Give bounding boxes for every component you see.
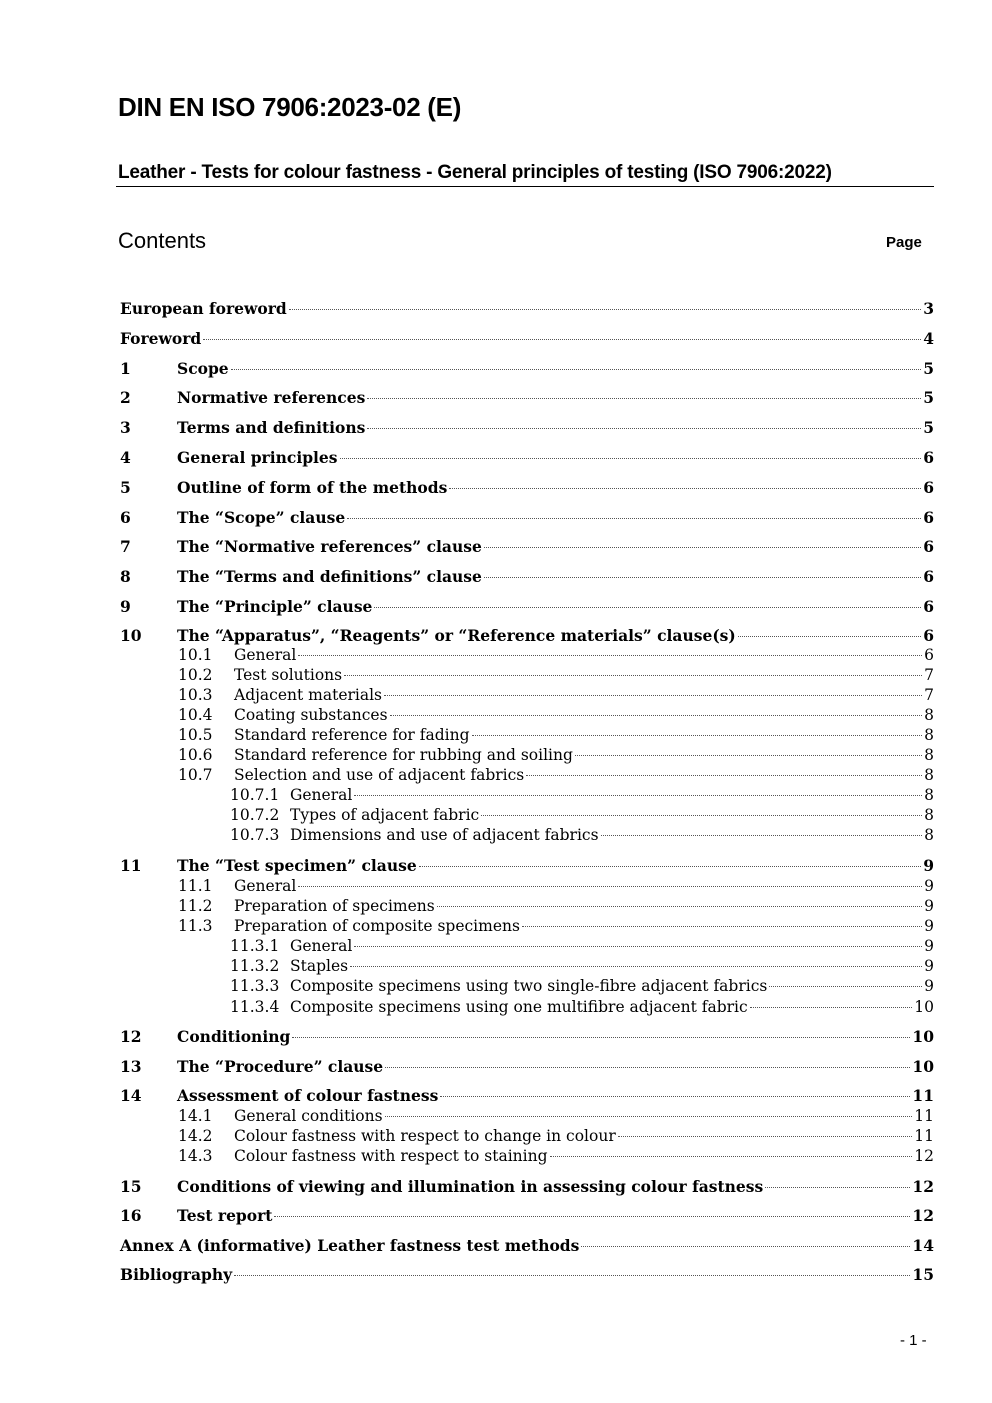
toc-entry-title: General <box>290 937 353 955</box>
toc-entry-page: 9 <box>924 957 934 975</box>
toc-entry-page: 10 <box>914 998 934 1016</box>
toc-entry-number: 11.3.3 <box>230 977 280 995</box>
toc-entry[interactable] <box>120 508 934 530</box>
toc-entry[interactable] <box>120 1086 934 1108</box>
toc-entry-title: Conditions of viewing and illumination in assessing colour fastness <box>177 1177 764 1196</box>
toc-entry-number: 10.3 <box>178 686 213 704</box>
toc-entry-page: 14 <box>912 1236 934 1255</box>
toc-entry-number: 13 <box>120 1057 142 1076</box>
toc-entry-page: 7 <box>924 686 934 704</box>
toc-leader-dots <box>550 1156 913 1157</box>
toc-entry[interactable] <box>120 1147 934 1167</box>
toc-entry[interactable] <box>120 646 934 666</box>
toc-entry-number: 10.6 <box>178 746 213 764</box>
toc-entry-title: The “Apparatus”, “Reagents” or “Reference materials” clause(s) <box>177 626 736 645</box>
toc-entry-page: 12 <box>912 1177 934 1196</box>
toc-leader-dots <box>601 835 923 836</box>
toc-entry-number: 2 <box>120 388 131 407</box>
toc-entry-title: Selection and use of adjacent fabrics <box>234 766 525 784</box>
toc-entry-title: General <box>234 877 297 895</box>
toc-entry-number: 10.4 <box>178 706 213 724</box>
toc-entry-number: 12 <box>120 1027 142 1046</box>
toc-leader-dots <box>440 1096 910 1097</box>
toc-entry-title: Terms and definitions <box>177 418 366 437</box>
toc-entry-number: 3 <box>120 418 131 437</box>
toc-leader-dots <box>367 398 921 399</box>
toc-entry-title: Standard reference for rubbing and soiling <box>234 746 573 764</box>
toc-entry-number: 10.1 <box>178 646 213 664</box>
toc-entry-title: Normative references <box>177 388 366 407</box>
toc-leader-dots <box>374 607 921 608</box>
toc-entry-number: 11.3.4 <box>230 998 280 1016</box>
toc-entry-number: 14.2 <box>178 1127 213 1145</box>
toc-entry-page: 8 <box>924 826 934 844</box>
toc-entry-title: Colour fastness with respect to staining <box>234 1147 548 1165</box>
toc-leader-dots <box>292 1037 910 1038</box>
toc-entry-title: The “Procedure” clause <box>177 1057 384 1076</box>
toc-entry-number: 5 <box>120 478 131 497</box>
toc-entry-page: 8 <box>924 726 934 744</box>
toc-entry-title: Coating substances <box>234 706 388 724</box>
toc-entry-page: 9 <box>924 917 934 935</box>
toc-leader-dots <box>367 428 921 429</box>
toc-entry[interactable] <box>120 666 934 686</box>
toc-leader-dots <box>203 339 921 340</box>
toc-entry[interactable] <box>120 957 934 977</box>
toc-leader-dots <box>522 926 922 927</box>
toc-entry-title: The “Test specimen” clause <box>177 856 417 875</box>
toc-entry-page: 3 <box>923 299 934 318</box>
toc-entry[interactable] <box>120 418 934 440</box>
toc-entry-title: Adjacent materials <box>234 686 383 704</box>
toc-leader-dots <box>298 886 922 887</box>
toc-leader-dots <box>484 547 921 548</box>
toc-entry-page: 12 <box>914 1147 934 1165</box>
toc-entry-number: 14.3 <box>178 1147 213 1165</box>
toc-entry[interactable] <box>120 826 934 846</box>
toc-leader-dots <box>344 675 922 676</box>
toc-entry[interactable] <box>120 1107 934 1127</box>
toc-entry-page: 4 <box>923 329 934 348</box>
toc-entry-title: Preparation of composite specimens <box>234 917 520 935</box>
toc-entry-page: 8 <box>924 746 934 764</box>
toc-entry-number: 11.2 <box>178 897 213 915</box>
toc-entry-title: European foreword <box>120 299 287 318</box>
toc-entry[interactable] <box>120 1206 934 1228</box>
toc-entry[interactable] <box>120 329 934 351</box>
toc-entry-title: Colour fastness with respect to change in colour <box>234 1127 616 1145</box>
toc-entry[interactable] <box>120 478 934 500</box>
toc-entry[interactable] <box>120 856 934 878</box>
toc-entry-title: Composite specimens using two single-fibre adjacent fabrics <box>290 977 768 995</box>
toc-entry-number: 10.7.3 <box>230 826 280 844</box>
toc-entry-title: The “Normative references” clause <box>177 537 482 556</box>
toc-leader-dots <box>385 1116 913 1117</box>
toc-entry-title: Composite specimens using one multifibre adjacent fabric <box>290 998 748 1016</box>
toc-entry[interactable] <box>120 597 934 619</box>
toc-entry-number: 1 <box>120 359 131 378</box>
toc-entry-page: 6 <box>923 537 934 556</box>
toc-leader-dots <box>350 966 922 967</box>
toc-leader-dots <box>765 1187 910 1188</box>
toc-entry[interactable] <box>120 786 934 806</box>
toc-leader-dots <box>354 795 922 796</box>
page-number-footer: - 1 - <box>900 1332 927 1349</box>
document-subtitle: Leather - Tests for colour fastness - General principles of testing (ISO 7906:2022) <box>118 162 832 183</box>
toc-leader-dots <box>347 518 921 519</box>
toc-leader-dots <box>526 775 922 776</box>
toc-entry-number: 8 <box>120 567 131 586</box>
toc-entry[interactable] <box>120 537 934 559</box>
toc-entry[interactable] <box>120 626 934 648</box>
toc-leader-dots <box>484 577 921 578</box>
toc-leader-dots <box>769 986 922 987</box>
toc-entry-page: 9 <box>924 937 934 955</box>
toc-leader-dots <box>449 488 921 489</box>
toc-entry-number: 11 <box>120 856 142 875</box>
toc-entry-number: 10 <box>120 626 142 645</box>
toc-entry-number: 11.3.1 <box>230 937 280 955</box>
toc-entry-number: 11.3.2 <box>230 957 280 975</box>
toc-entry-number: 4 <box>120 448 131 467</box>
toc-entry-number: 10.7 <box>178 766 213 784</box>
toc-leader-dots <box>354 946 922 947</box>
toc-entry[interactable] <box>120 806 934 826</box>
toc-entry[interactable] <box>120 877 934 897</box>
toc-entry-title: The “Terms and definitions” clause <box>177 567 482 586</box>
toc-entry-title: The “Principle” clause <box>177 597 373 616</box>
toc-entry-page: 8 <box>924 806 934 824</box>
toc-entry-page: 9 <box>924 977 934 995</box>
toc-entry-number: 6 <box>120 508 131 527</box>
toc-entry[interactable] <box>120 766 934 786</box>
toc-entry-title: Scope <box>177 359 229 378</box>
toc-entry-title: Staples <box>290 957 349 975</box>
toc-entry-title: General conditions <box>234 1107 383 1125</box>
toc-entry-title: General principles <box>177 448 338 467</box>
toc-entry-title: Foreword <box>120 329 202 348</box>
toc-entry-page: 6 <box>923 448 934 467</box>
toc-entry[interactable] <box>120 448 934 470</box>
toc-entry-number: 10.5 <box>178 726 213 744</box>
toc-entry-page: 6 <box>923 567 934 586</box>
toc-entry-number: 15 <box>120 1177 142 1196</box>
toc-entry-page: 6 <box>924 646 934 664</box>
toc-entry[interactable] <box>120 1027 934 1049</box>
toc-entry-title: Test report <box>177 1206 273 1225</box>
toc-entry[interactable] <box>120 1265 934 1287</box>
toc-entry-number: 10.7.2 <box>230 806 280 824</box>
toc-entry[interactable] <box>120 299 934 321</box>
toc-entry-number: 11.3 <box>178 917 213 935</box>
document-title: DIN EN ISO 7906:2023-02 (E) <box>118 92 462 122</box>
toc-entry-page: 5 <box>923 388 934 407</box>
toc-entry[interactable] <box>120 388 934 410</box>
toc-entry-title: Annex A (informative) Leather fastness test methods <box>120 1236 580 1255</box>
toc-entry-page: 11 <box>914 1107 934 1125</box>
toc-leader-dots <box>738 636 921 637</box>
toc-entry[interactable] <box>120 686 934 706</box>
toc-entry[interactable] <box>120 998 934 1018</box>
toc-entry-page: 6 <box>923 597 934 616</box>
toc-leader-dots <box>384 695 922 696</box>
toc-entry-number: 10.2 <box>178 666 213 684</box>
toc-entry[interactable] <box>120 937 934 957</box>
toc-entry-title: Preparation of specimens <box>234 897 435 915</box>
toc-entry-number: 14 <box>120 1086 142 1105</box>
toc-entry[interactable] <box>120 1127 934 1147</box>
toc-entry[interactable] <box>120 917 934 937</box>
toc-leader-dots <box>750 1007 913 1008</box>
subtitle-underline <box>116 186 934 187</box>
toc-entry-title: General <box>234 646 297 664</box>
toc-entry[interactable] <box>120 1177 934 1199</box>
toc-leader-dots <box>289 309 921 310</box>
toc-entry[interactable] <box>120 1236 934 1258</box>
toc-entry-title: Bibliography <box>120 1265 233 1284</box>
toc-leader-dots <box>618 1136 913 1137</box>
toc-leader-dots <box>340 458 922 459</box>
toc-entry-page: 8 <box>924 706 934 724</box>
toc-entry-page: 7 <box>924 666 934 684</box>
toc-leader-dots <box>274 1216 910 1217</box>
toc-entry-title: Types of adjacent fabric <box>290 806 480 824</box>
toc-entry-title: Assessment of colour fastness <box>177 1086 439 1105</box>
toc-entry[interactable] <box>120 746 934 766</box>
toc-leader-dots <box>390 715 923 716</box>
toc-entry[interactable] <box>120 567 934 589</box>
toc-entry-number: 10.7.1 <box>230 786 280 804</box>
toc-entry[interactable] <box>120 1057 934 1079</box>
toc-leader-dots <box>298 655 922 656</box>
toc-entry-title: Outline of form of the methods <box>177 478 448 497</box>
toc-entry-page: 15 <box>912 1265 934 1284</box>
toc-entry[interactable] <box>120 706 934 726</box>
toc-entry-page: 5 <box>923 359 934 378</box>
toc-entry-number: 7 <box>120 537 131 556</box>
toc-entry-title: The “Scope” clause <box>177 508 346 527</box>
toc-entry-page: 9 <box>924 877 934 895</box>
toc-entry-page: 6 <box>923 508 934 527</box>
toc-entry-page: 10 <box>912 1027 934 1046</box>
toc-entry-page: 10 <box>912 1057 934 1076</box>
toc-entry-title: Standard reference for fading <box>234 726 470 744</box>
toc-entry-number: 11.1 <box>178 877 213 895</box>
toc-leader-dots <box>231 369 922 370</box>
toc-entry[interactable] <box>120 977 934 997</box>
toc-leader-dots <box>419 866 922 867</box>
toc-leader-dots <box>234 1275 910 1276</box>
toc-entry-page: 12 <box>912 1206 934 1225</box>
toc-entry-page: 5 <box>923 418 934 437</box>
toc-entry-number: 9 <box>120 597 131 616</box>
page-column-heading: Page <box>886 234 922 251</box>
toc-leader-dots <box>385 1067 910 1068</box>
toc-entry-page: 11 <box>912 1086 934 1105</box>
contents-heading: Contents <box>118 228 207 253</box>
toc-entry-page: 6 <box>923 626 934 645</box>
toc-entry-title: Conditioning <box>177 1027 291 1046</box>
toc-entry-page: 9 <box>923 856 934 875</box>
toc-entry-page: 9 <box>924 897 934 915</box>
toc-entry-number: 14.1 <box>178 1107 213 1125</box>
toc-entry-page: 8 <box>924 786 934 804</box>
toc-leader-dots <box>472 735 923 736</box>
toc-entry[interactable] <box>120 726 934 746</box>
toc-leader-dots <box>437 906 922 907</box>
toc-entry-number: 16 <box>120 1206 142 1225</box>
toc-leader-dots <box>481 815 922 816</box>
toc-entry[interactable] <box>120 359 934 381</box>
toc-entry-title: Test solutions <box>234 666 343 684</box>
toc-entry-page: 8 <box>924 766 934 784</box>
toc-entry-page: 6 <box>923 478 934 497</box>
toc-entry-title: Dimensions and use of adjacent fabrics <box>290 826 599 844</box>
toc-entry-page: 11 <box>914 1127 934 1145</box>
toc-entry-title: General <box>290 786 353 804</box>
toc-leader-dots <box>575 755 922 756</box>
toc-entry[interactable] <box>120 897 934 917</box>
toc-leader-dots <box>581 1246 910 1247</box>
